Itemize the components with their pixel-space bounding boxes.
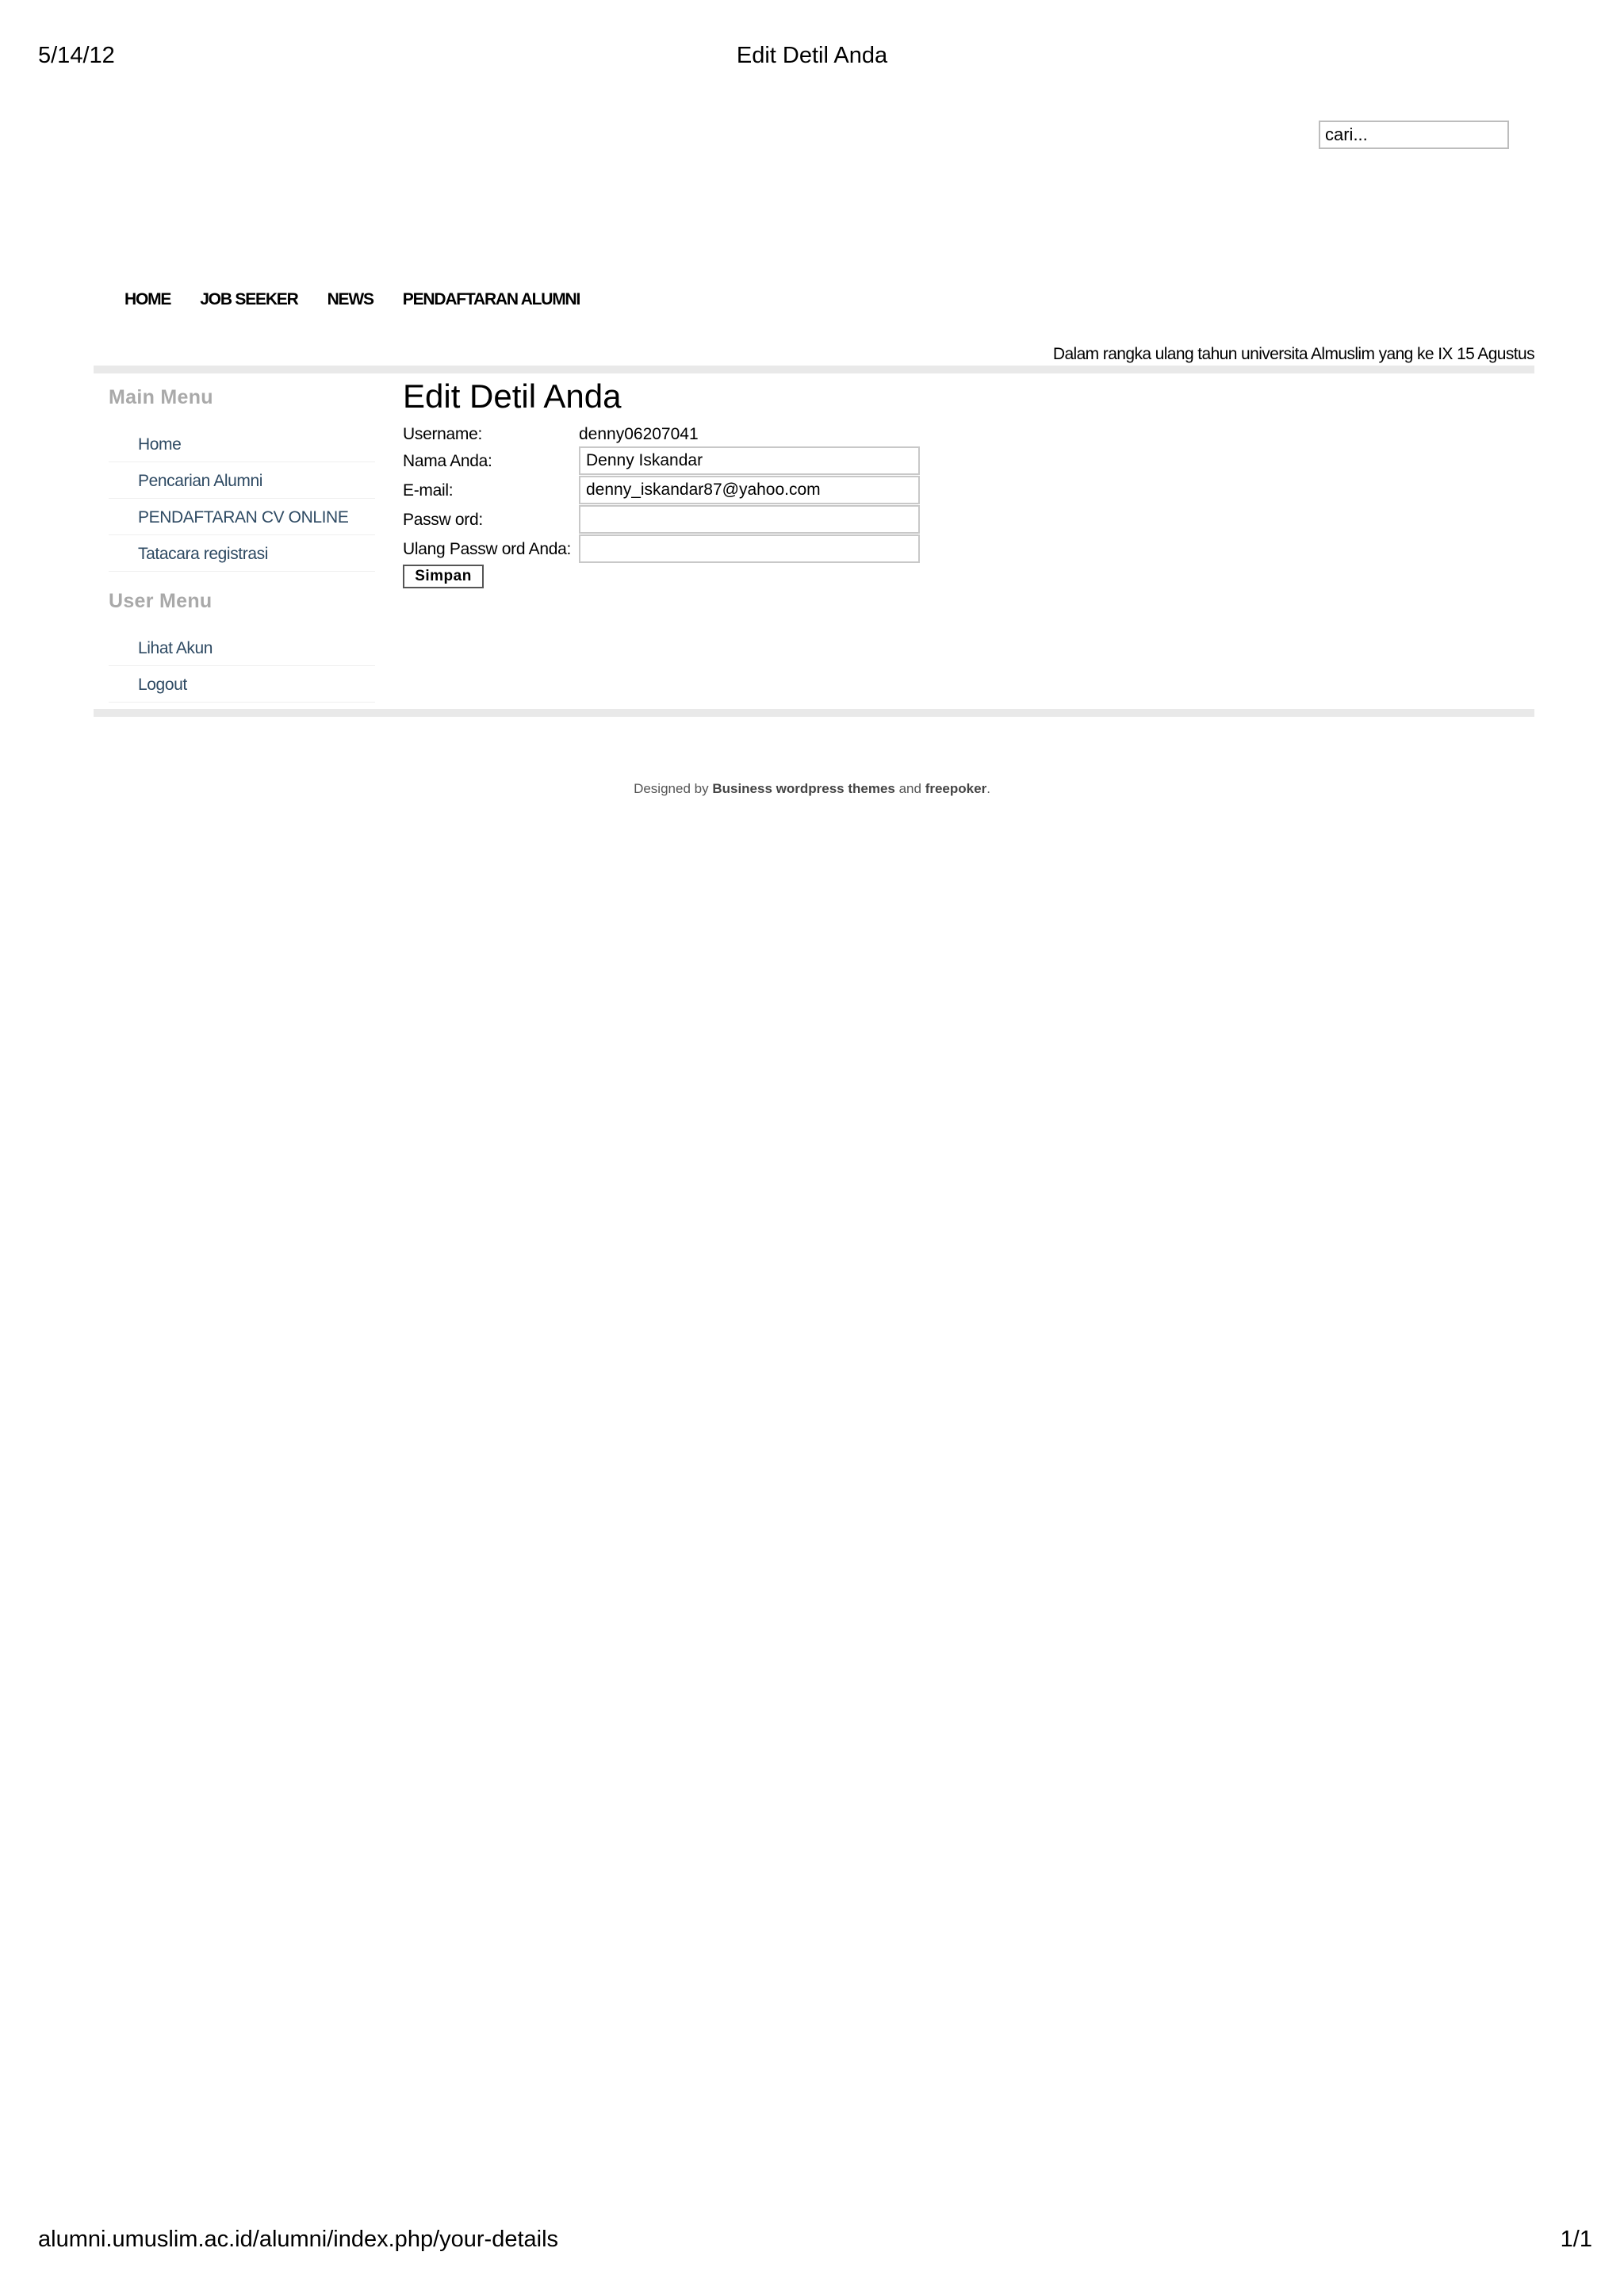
- name-input[interactable]: [579, 446, 920, 475]
- credits-suffix: .: [986, 781, 990, 796]
- sidebar-item-logout[interactable]: [109, 666, 375, 703]
- confirm-password-label: Ulang Passw ord Anda:: [403, 540, 571, 558]
- main-menu-title: Main Menu: [109, 386, 213, 408]
- news-ticker[interactable]: Dalam rangka ulang tahun universita Almuslim yang ke IX 15 Agustus: [1052, 345, 1534, 363]
- credits-middle: and: [898, 781, 921, 796]
- print-date: 5/14/12: [38, 43, 115, 68]
- print-page-number: 1/1: [1560, 2227, 1592, 2252]
- sidebar: [94, 373, 375, 709]
- sidebar-item-label: Home: [138, 435, 182, 454]
- nav-job-seeker[interactable]: JOB SEEKER: [200, 290, 298, 308]
- nav-home[interactable]: HOME: [124, 290, 171, 308]
- user-menu-title: User Menu: [109, 590, 213, 612]
- print-url: alumni.umuslim.ac.id/alumni/index.php/your-details: [38, 2227, 559, 2252]
- sidebar-item-tatacara-registrasi[interactable]: [109, 535, 375, 572]
- page-title: Edit Detil Anda: [403, 377, 622, 415]
- footer-credits: [0, 781, 1624, 797]
- password-label: Passw ord:: [403, 511, 483, 529]
- sidebar-item-label: PENDAFTARAN CV ONLINE: [138, 508, 349, 527]
- print-title: Edit Detil Anda: [736, 43, 888, 68]
- sidebar-item-label: Lihat Akun: [138, 639, 213, 657]
- password-input[interactable]: [579, 505, 920, 534]
- search-input[interactable]: [1319, 121, 1509, 149]
- sidebar-item-lihat-akun[interactable]: [109, 630, 375, 666]
- username-value: denny06207041: [579, 425, 699, 443]
- name-label: Nama Anda:: [403, 452, 492, 470]
- sidebar-item-home[interactable]: [109, 426, 375, 462]
- credits-prefix: Designed by: [634, 781, 709, 796]
- sidebar-item-label: Tatacara registrasi: [138, 545, 268, 563]
- credits-link-freepoker[interactable]: freepoker: [925, 781, 987, 796]
- content-frame-top: [94, 366, 1534, 373]
- confirm-password-input[interactable]: [579, 534, 920, 563]
- credits-link-business-themes[interactable]: Business wordpress themes: [712, 781, 895, 796]
- content-frame-bottom: [94, 709, 1534, 717]
- sidebar-item-label: Logout: [138, 676, 187, 694]
- email-input[interactable]: [579, 476, 920, 504]
- sidebar-item-label: Pencarian Alumni: [138, 472, 263, 490]
- save-button[interactable]: Simpan: [403, 565, 484, 588]
- email-label: E-mail:: [403, 481, 454, 500]
- sidebar-item-pencarian-alumni[interactable]: [109, 462, 375, 499]
- nav-pendaftaran-alumni[interactable]: PENDAFTARAN ALUMNI: [402, 290, 580, 308]
- top-nav: [124, 290, 609, 309]
- sidebar-item-pendaftaran-cv[interactable]: [109, 499, 375, 535]
- username-label: Username:: [403, 425, 483, 443]
- nav-news[interactable]: NEWS: [327, 290, 373, 308]
